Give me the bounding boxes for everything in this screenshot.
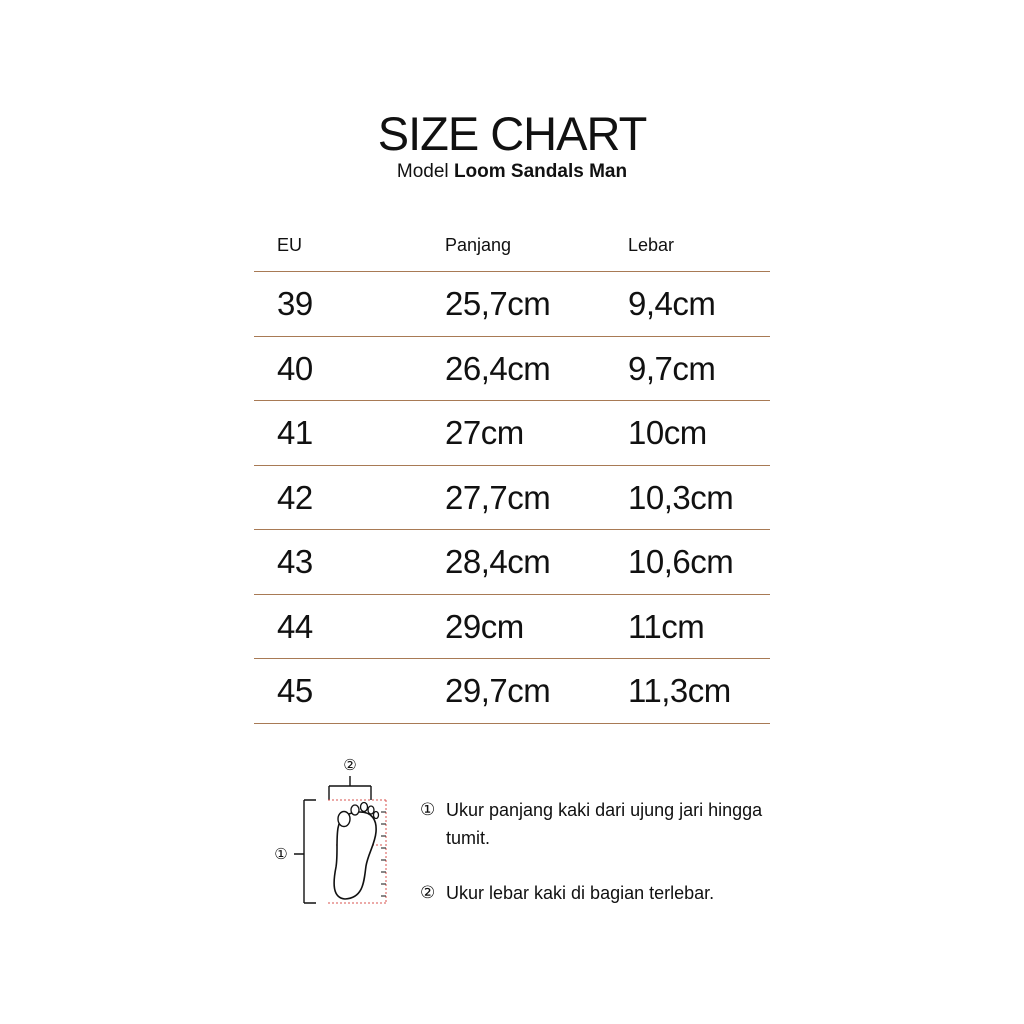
- eu-size-cell: 39: [277, 285, 313, 322]
- width-cell: 9,7cm: [628, 349, 716, 387]
- table-row: [254, 530, 770, 595]
- model-name: Loom Sandals Man: [453, 161, 628, 182]
- eu-size-cell: 41: [277, 414, 313, 451]
- length-cell: 28,4cm: [445, 543, 551, 580]
- table-row: [254, 272, 770, 337]
- length-marker-label: ①: [274, 845, 288, 863]
- page-title: SIZE CHART: [377, 107, 647, 160]
- measurement-notes: [420, 796, 780, 907]
- table-row: [254, 659, 770, 724]
- width-bracket: [329, 776, 371, 800]
- width-cell: 10,3cm: [628, 478, 734, 516]
- big-toe-icon: [338, 812, 350, 827]
- column-header-panjang: Panjang: [445, 235, 512, 255]
- width-cell: 11,3cm: [628, 672, 731, 709]
- table-row: [254, 466, 770, 531]
- length-cell: 29cm: [445, 607, 524, 645]
- eu-size-cell: 44: [277, 607, 313, 645]
- length-cell: 25,7cm: [445, 285, 551, 322]
- length-bracket: [294, 800, 316, 903]
- table-header: [254, 232, 770, 272]
- note-text: Ukur lebar kaki di bagian terlebar.: [446, 883, 715, 903]
- table-row: [254, 337, 770, 402]
- length-cell: 29,7cm: [445, 672, 551, 709]
- table-row: [254, 401, 770, 466]
- column-header-lebar: Lebar: [628, 235, 675, 255]
- size-table: [254, 232, 770, 724]
- width-marker-label: ②: [343, 756, 357, 774]
- length-cell: 26,4cm: [445, 349, 551, 387]
- ruler-ticks: [381, 812, 386, 896]
- table-row: [254, 595, 770, 660]
- note-marker: ①: [420, 800, 436, 819]
- eu-size-cell: 42: [277, 478, 313, 516]
- note-marker: ②: [420, 883, 436, 902]
- width-cell: 11cm: [628, 607, 705, 645]
- length-cell: 27cm: [445, 414, 524, 451]
- model-subtitle: [0, 160, 1024, 184]
- toe-icon: [361, 803, 368, 812]
- width-cell: 9,4cm: [628, 285, 716, 322]
- model-prefix: Model: [396, 161, 449, 182]
- eu-size-cell: 45: [277, 672, 313, 709]
- length-cell: 27,7cm: [445, 478, 551, 516]
- foot-measurement-diagram: [268, 752, 398, 912]
- note-length: [420, 796, 780, 852]
- toe-icon: [351, 805, 359, 815]
- toe-icon: [374, 812, 379, 819]
- note-width: [420, 879, 780, 907]
- width-cell: 10cm: [628, 414, 707, 451]
- column-header-eu: EU: [277, 235, 303, 255]
- eu-size-cell: 43: [277, 543, 313, 580]
- width-cell: 10,6cm: [628, 543, 734, 580]
- note-text: Ukur panjang kaki dari ujung jari hingga tumit.: [446, 800, 763, 848]
- toe-icon: [368, 806, 374, 814]
- foot-diagram-svg: [268, 752, 398, 912]
- eu-size-cell: 40: [277, 349, 313, 387]
